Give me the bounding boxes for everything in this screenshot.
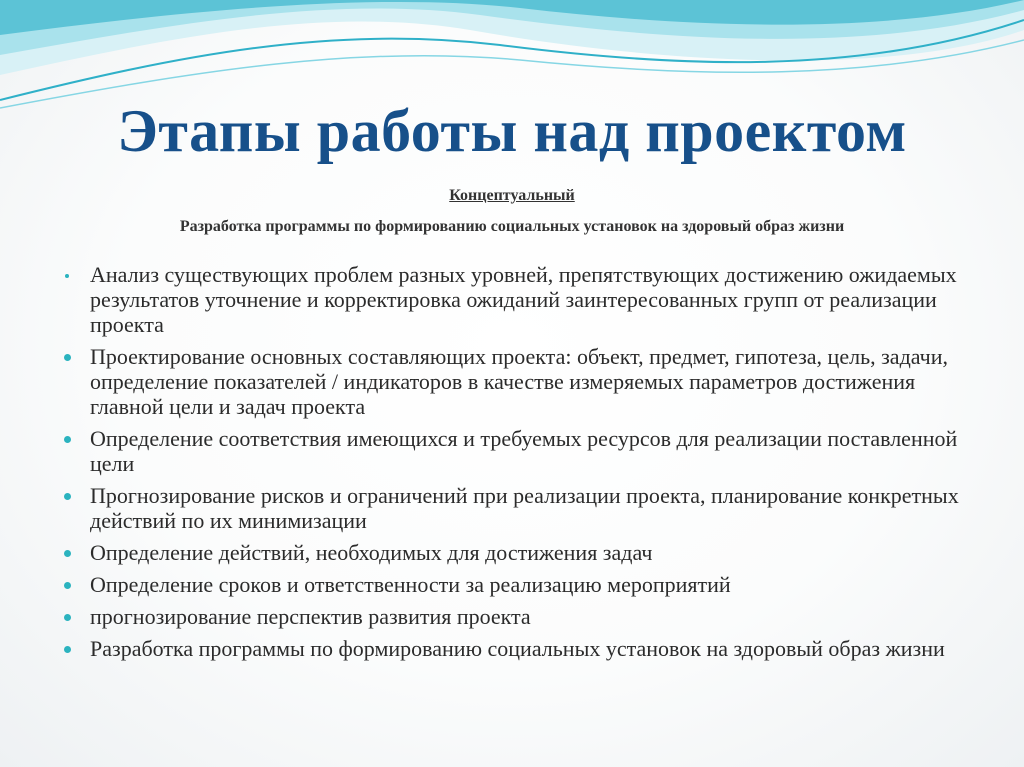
bullet-item: [60, 344, 980, 419]
bullet-dot-icon: [64, 436, 71, 443]
bullet-dot-icon: [64, 582, 71, 589]
bullet-item: [60, 604, 980, 629]
stage-subheading: Концептуальный: [449, 187, 575, 204]
bullet-dot-icon: [64, 646, 71, 653]
bullet-item: [60, 636, 980, 661]
bullet-item: [60, 572, 980, 597]
bullet-text: Проектирование основных составляющих проекта: объект, предмет, гипотеза, цель, задачи, определение показателей / индикаторов в качестве измеряемых параметров достижения главной цели и задач проекта: [90, 344, 948, 419]
bullet-text: Разработка программы по формированию социальных установок на здоровый образ жизни: [90, 636, 945, 661]
bullet-item: [60, 483, 980, 533]
slide-title: Этапы работы над проектом: [117, 98, 907, 164]
bullet-dot-icon: [64, 614, 71, 621]
bullet-list: [60, 262, 980, 668]
bullet-dot-icon: [65, 274, 69, 278]
bullet-text: Определение соответствия имеющихся и требуемых ресурсов для реализации поставленной цели: [90, 426, 958, 476]
bullet-item: [60, 262, 980, 337]
bullet-text: Анализ существующих проблем разных уровней, препятствующих достижению ожидаемых результатов уточнение и корректировка ожиданий заинтересованных групп от реализации проекта: [90, 262, 957, 337]
bullet-dot-icon: [64, 493, 71, 500]
bullet-item: [60, 426, 980, 476]
bullet-text: Прогнозирование рисков и ограничений при реализации проекта, планирование конкретных действий по их минимизации: [90, 483, 959, 533]
bullet-text: Определение действий, необходимых для достижения задач: [90, 540, 653, 565]
bullet-item: [60, 540, 980, 565]
bullet-dot-icon: [64, 550, 71, 557]
bullet-text: прогнозирование перспектив развития проекта: [90, 604, 531, 629]
bullet-text: Определение сроков и ответственности за реализацию мероприятий: [90, 572, 731, 597]
stage-summary: Разработка программы по формированию социальных установок на здоровый образ жизни: [179, 218, 845, 235]
bullet-dot-icon: [64, 354, 71, 361]
